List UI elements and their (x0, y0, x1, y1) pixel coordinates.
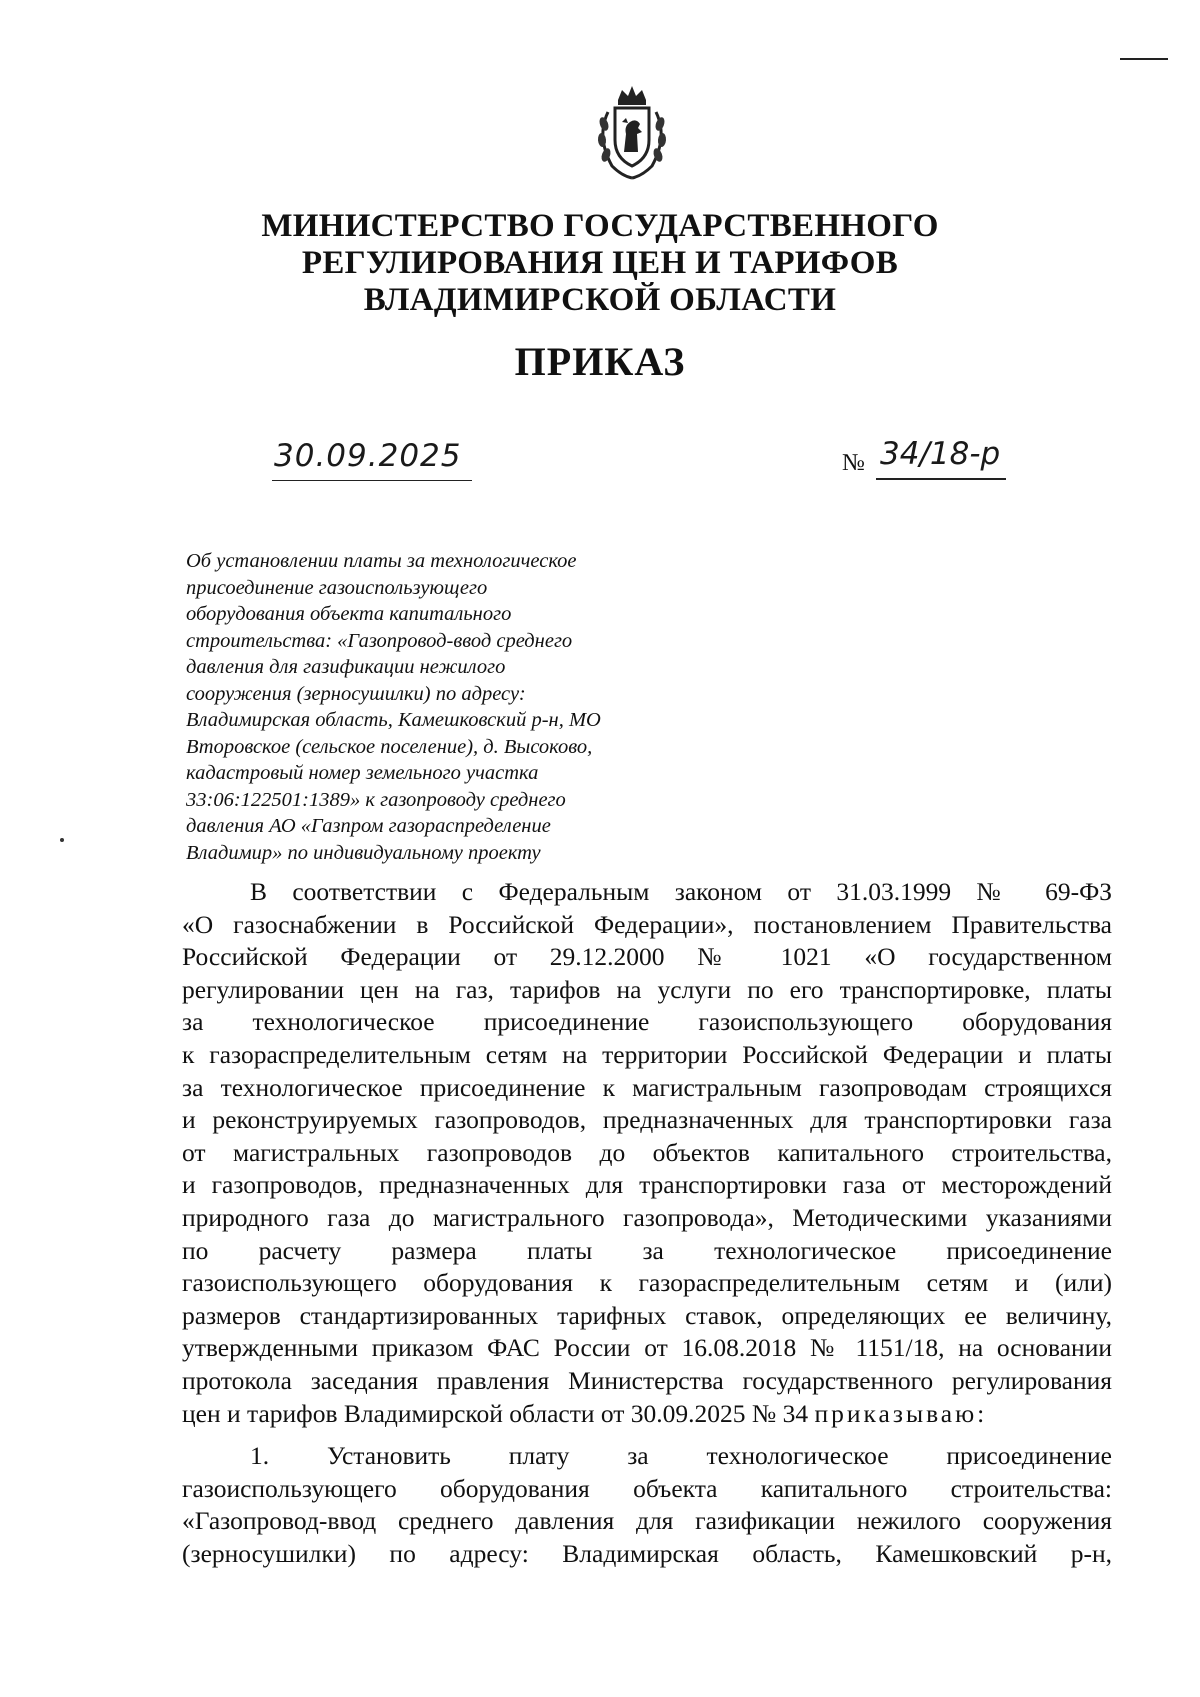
subject-line: присоединение газоиспользующего (186, 576, 488, 599)
preamble-last-line (182, 1398, 1112, 1431)
preamble-last-text: цен и тарифов Владимирской области от 30.09.2025 № 34 (182, 1398, 809, 1428)
item-line: 1. Установить плату за технологическое присоединение (250, 1441, 1112, 1471)
preamble-line: и газопроводов, предназначенных для транспортировки газа от месторождений (182, 1170, 1112, 1200)
preamble-line: по расчету размера платы за технологическое присоединение (182, 1235, 1112, 1265)
order-date-field (272, 438, 472, 481)
subject-line: кадастровый номер земельного участка (186, 762, 539, 784)
item-line: «Газопровод-ввод среднего давления для газификации нежилого сооружения (182, 1506, 1112, 1536)
preamble-line: «О газоснабжении в Российской Федерации», постановлением Правительства (182, 909, 1112, 939)
scan-mark (1120, 58, 1168, 60)
order-number: 34/18-р (880, 436, 1001, 472)
preamble-line: за технологическое присоединение газоиспользующего оборудования (182, 1007, 1112, 1037)
order-number-field (842, 436, 1022, 480)
subject-line: 33:06:122501:1389» к газопроводу среднего (186, 788, 566, 811)
order-subject (186, 548, 706, 866)
ministry-line: РЕГУЛИРОВАНИЯ ЦЕН И ТАРИФОВ (301, 245, 899, 281)
subject-line: оборудования объекта капитального (186, 603, 512, 625)
preamble-line: размеров стандартизированных тарифных ставок, определяющих ее величину, (182, 1300, 1112, 1330)
ministry-name (200, 208, 1000, 319)
order-word: приказываю: (814, 1398, 988, 1428)
number-underline (876, 478, 1006, 480)
order-date: 30.09.2025 (274, 438, 462, 474)
preamble-line: природного газа до магистрального газопровода», Методическими указаниями (182, 1202, 1112, 1232)
item-line: (зерносушилки) по адресу: Владимирская область, Камешковский р-н, (182, 1538, 1112, 1568)
subject-line: Об установлении платы за технологическое (186, 550, 577, 572)
preamble-line: к газораспределительным сетям на территории Российской Федерации и платы (182, 1039, 1112, 1069)
subject-line: давления АО «Газпром газораспределение (186, 815, 551, 837)
preamble-line: протокола заседания правления Министерства государственного регулирования (182, 1365, 1112, 1395)
number-sign: № (842, 450, 865, 476)
item-line: газоиспользующего оборудования объекта капитального строительства: (182, 1473, 1112, 1503)
preamble-line: газоиспользующего оборудования к газораспределительным сетям и (или) (182, 1268, 1112, 1298)
subject-line: Второвское (сельское поселение), д. Высоково, (186, 735, 593, 758)
paragraph-gap (182, 1430, 1112, 1440)
coat-of-arms-icon (582, 82, 682, 182)
subject-line: Владимир» по индивидуальному проекту (186, 841, 541, 864)
subject-line: строительства: «Газопровод-ввод среднего (186, 629, 573, 652)
preamble-line: от магистральных газопроводов до объектов капитального строительства, (182, 1137, 1112, 1167)
preamble-line: В соответствии с Федеральным законом от 31.03.1999 № 69-ФЗ (250, 877, 1112, 906)
preamble-line: Российской Федерации от 29.12.2000 № 1021 «О государственном (182, 942, 1112, 972)
preamble-line: за технологическое присоединение к магистральным газопроводам строящихся (182, 1072, 1112, 1102)
preamble-line: и реконструируемых газопроводов, предназначенных для транспортировки газа (182, 1105, 1112, 1135)
ministry-line: МИНИСТЕРСТВО ГОСУДАРСТВЕННОГО (261, 208, 939, 244)
subject-line: сооружения (зерносушилки) по адресу: (186, 682, 526, 705)
subject-line: Владимирская область, Камешковский р-н, МО (186, 709, 601, 731)
scan-dot (60, 838, 64, 842)
document-type: ПРИКАЗ (514, 339, 686, 384)
subject-line: давления для газификации нежилого (186, 656, 506, 678)
preamble-line: регулировании цен на газ, тарифов на услуги по его транспортировке, платы (182, 974, 1112, 1004)
preamble-line: утвержденными приказом ФАС России от 16.08.2018 № 1151/18, на основании (182, 1333, 1112, 1363)
ministry-line: ВЛАДИМИРСКОЙ ОБЛАСТИ (363, 282, 837, 318)
order-body (182, 876, 1112, 1570)
